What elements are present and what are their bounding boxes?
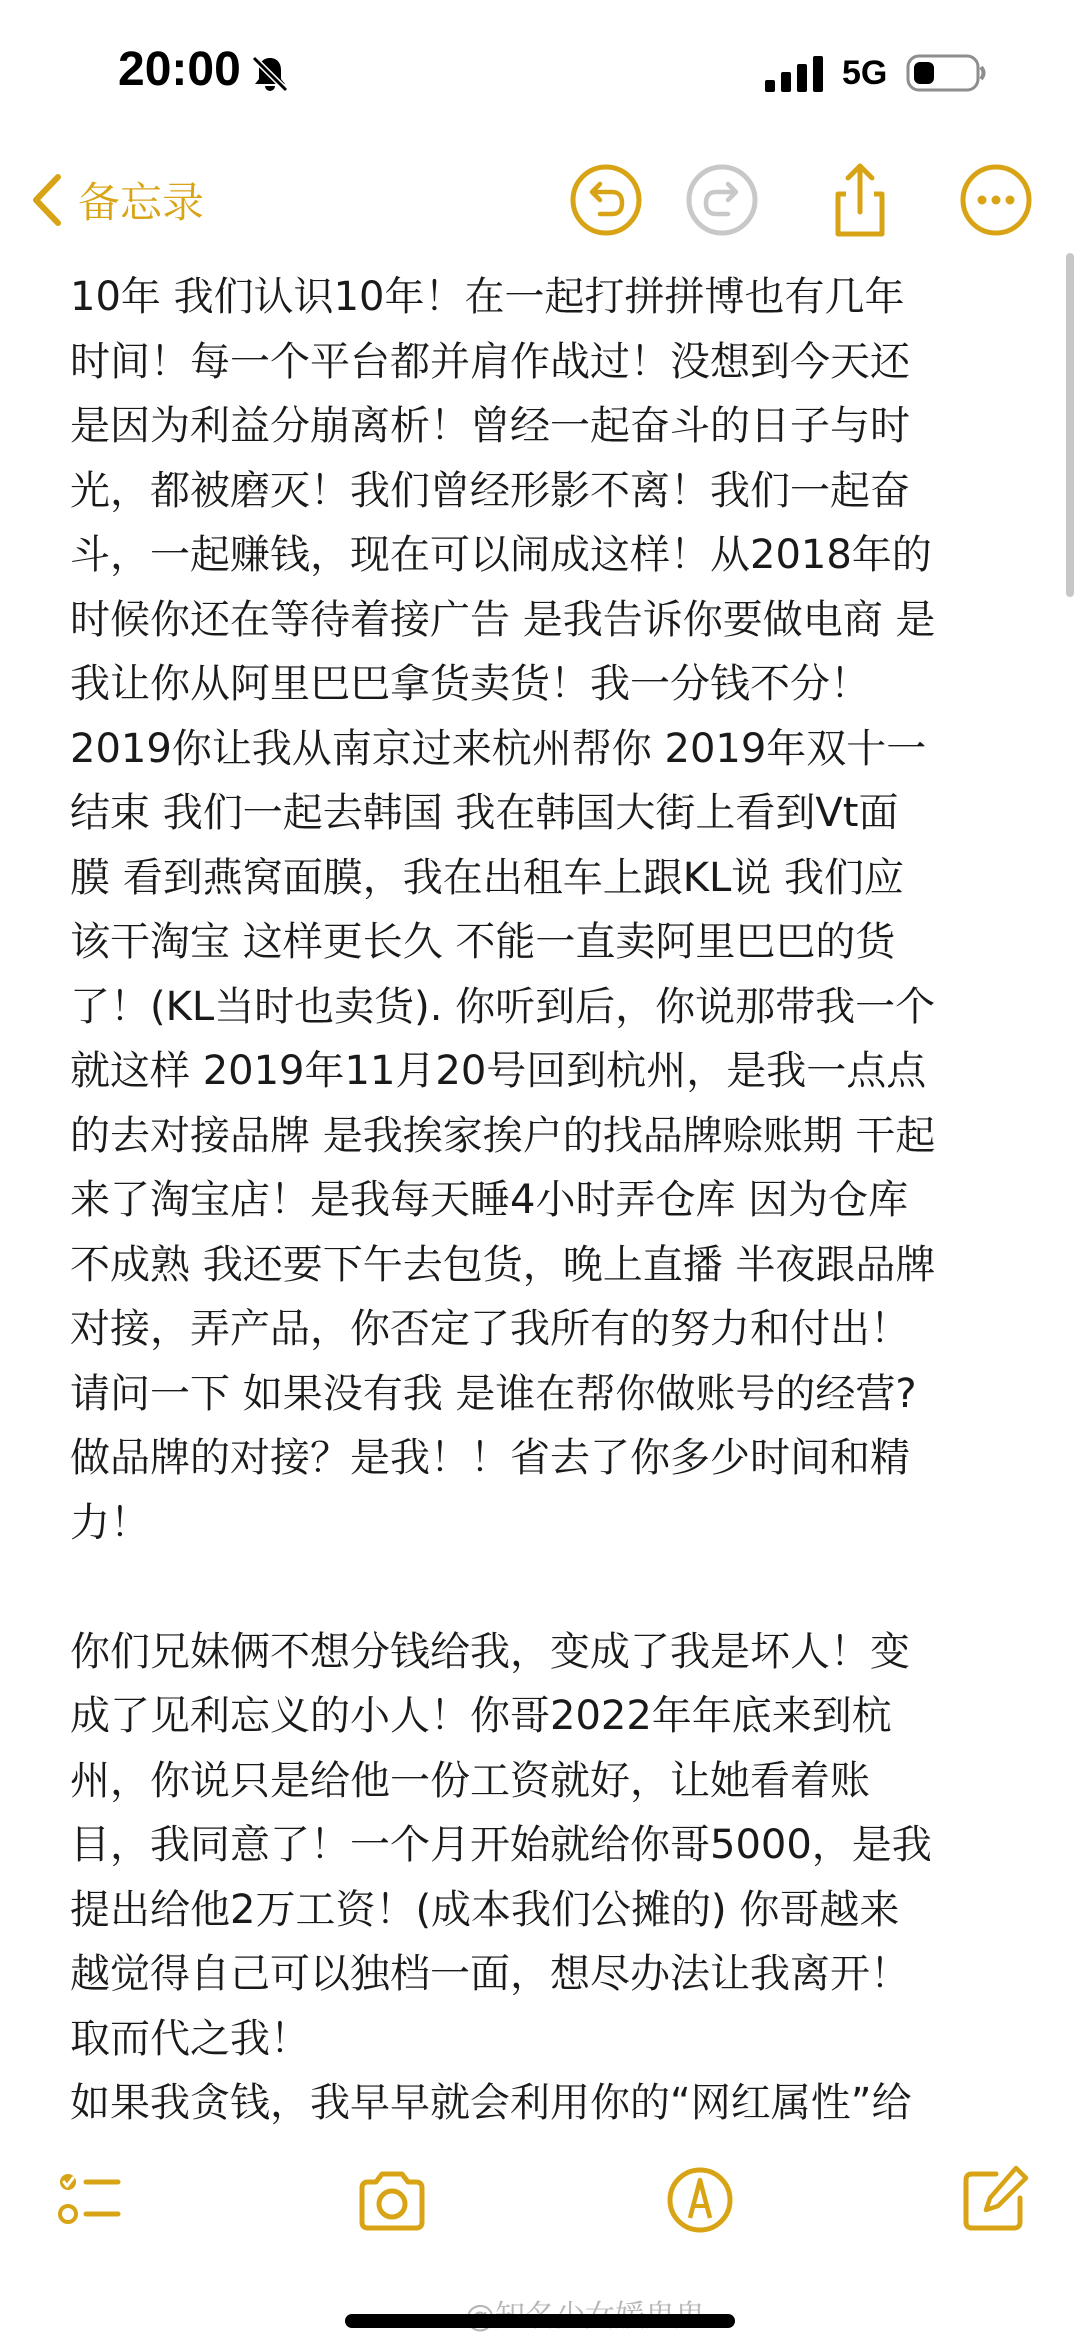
note-line: 州，你说只是给他一份工资就好，让她看着账: [70, 1757, 870, 1804]
note-line: 请问一下 如果没有我 是谁在帮你做账号的经营?: [70, 1370, 917, 1417]
note-line: 对接，弄产品，你否定了我所有的努力和付出！: [70, 1306, 910, 1352]
undo-icon[interactable]: [564, 158, 648, 242]
note-line: 斗，一起赚钱，现在可以闹成这样！从2018年的: [70, 532, 932, 578]
back-label: 备忘录: [78, 178, 205, 227]
nav-bar: [0, 150, 1080, 250]
status-bar: [0, 0, 1080, 150]
note-line: 目，我同意了！一个月开始就给你哥5000，是我: [70, 1822, 932, 1868]
note-line: 来了淘宝店！是我每天睡4小时弄仓库 因为仓库: [70, 1177, 909, 1223]
note-line: 力！: [70, 1499, 150, 1546]
markup-icon[interactable]: [660, 2160, 740, 2240]
redo-icon[interactable]: [680, 158, 764, 242]
note-line: 你们兄妹俩不想分钱给我，变成了我是坏人！变: [70, 1628, 910, 1675]
bottom-toolbar: [0, 2150, 1080, 2250]
note-line: 光，都被磨灭！我们曾经形影不离！我们一起奋: [70, 467, 910, 514]
home-indicator[interactable]: [345, 2314, 735, 2328]
note-line: 做品牌的对接？是我！！省去了你多少时间和精: [70, 1435, 910, 1481]
note-line: 的去对接品牌 是我挨家挨户的找品牌赊账期 干起: [70, 1112, 936, 1159]
note-line: 2019你让我从南京过来杭州帮你 2019年双十一: [70, 725, 927, 772]
note-line: 不成熟 我还要下午去包货，晚上直播 半夜跟品牌: [70, 1241, 936, 1288]
note-line: 成了见利忘义的小人！你哥2022年年底来到杭: [70, 1693, 892, 1739]
scroll-indicator[interactable]: [1066, 253, 1074, 597]
watermark: [465, 2291, 705, 2335]
chevron-left-icon: [30, 173, 64, 227]
compose-icon[interactable]: [956, 2160, 1036, 2240]
battery-icon: [906, 54, 988, 92]
note-line: 时候你还在等待着接广告 是我告诉你要做电商 是: [70, 596, 936, 643]
note-line: 膜 看到燕窝面膜，我在出租车上跟KL说 我们应: [70, 854, 904, 901]
signal-icon: [765, 56, 825, 92]
note-line: 结束 我们一起去韩国 我在韩国大街上看到Vt面: [70, 790, 899, 836]
camera-icon[interactable]: [352, 2160, 432, 2240]
note-line: 该干淘宝 这样更长久 不能一直卖阿里巴巴的货: [70, 919, 896, 965]
note-line: 提出给他2万工资！(成本我们公摊的) 你哥越来: [70, 1886, 900, 1933]
note-line: 越觉得自己可以独档一面，想尽办法让我离开！: [70, 1951, 910, 1997]
back-button[interactable]: [30, 162, 204, 238]
note-line: 就这样 2019年11月20号回到杭州，是我一点点: [70, 1048, 927, 1094]
note-body[interactable]: [70, 265, 1020, 2136]
status-time: 20:00: [118, 43, 241, 96]
more-icon[interactable]: [954, 158, 1038, 242]
share-icon[interactable]: [818, 158, 902, 242]
network-type: 5G: [842, 54, 888, 92]
note-line: 取而代之我！: [70, 2015, 310, 2062]
blank-line: [70, 1555, 1020, 1620]
note-line: 了！(KL当时也卖货). 你听到后，你说那带我一个: [70, 983, 936, 1030]
note-line: 如果我贪钱，我早早就会利用你的“网红属性”给: [70, 2080, 912, 2126]
note-line: 10年 我们认识10年！在一起打拼拼博也有几年: [70, 274, 905, 320]
checklist-icon[interactable]: [52, 2160, 132, 2240]
note-line: 我让你从阿里巴巴拿货卖货！我一分钱不分！: [70, 661, 870, 707]
bell-slash-icon: [250, 54, 290, 94]
note-line: 时间！每一个平台都并肩作战过！没想到今天还: [70, 338, 910, 385]
note-line: 是因为利益分崩离析！曾经一起奋斗的日子与时: [70, 403, 910, 449]
